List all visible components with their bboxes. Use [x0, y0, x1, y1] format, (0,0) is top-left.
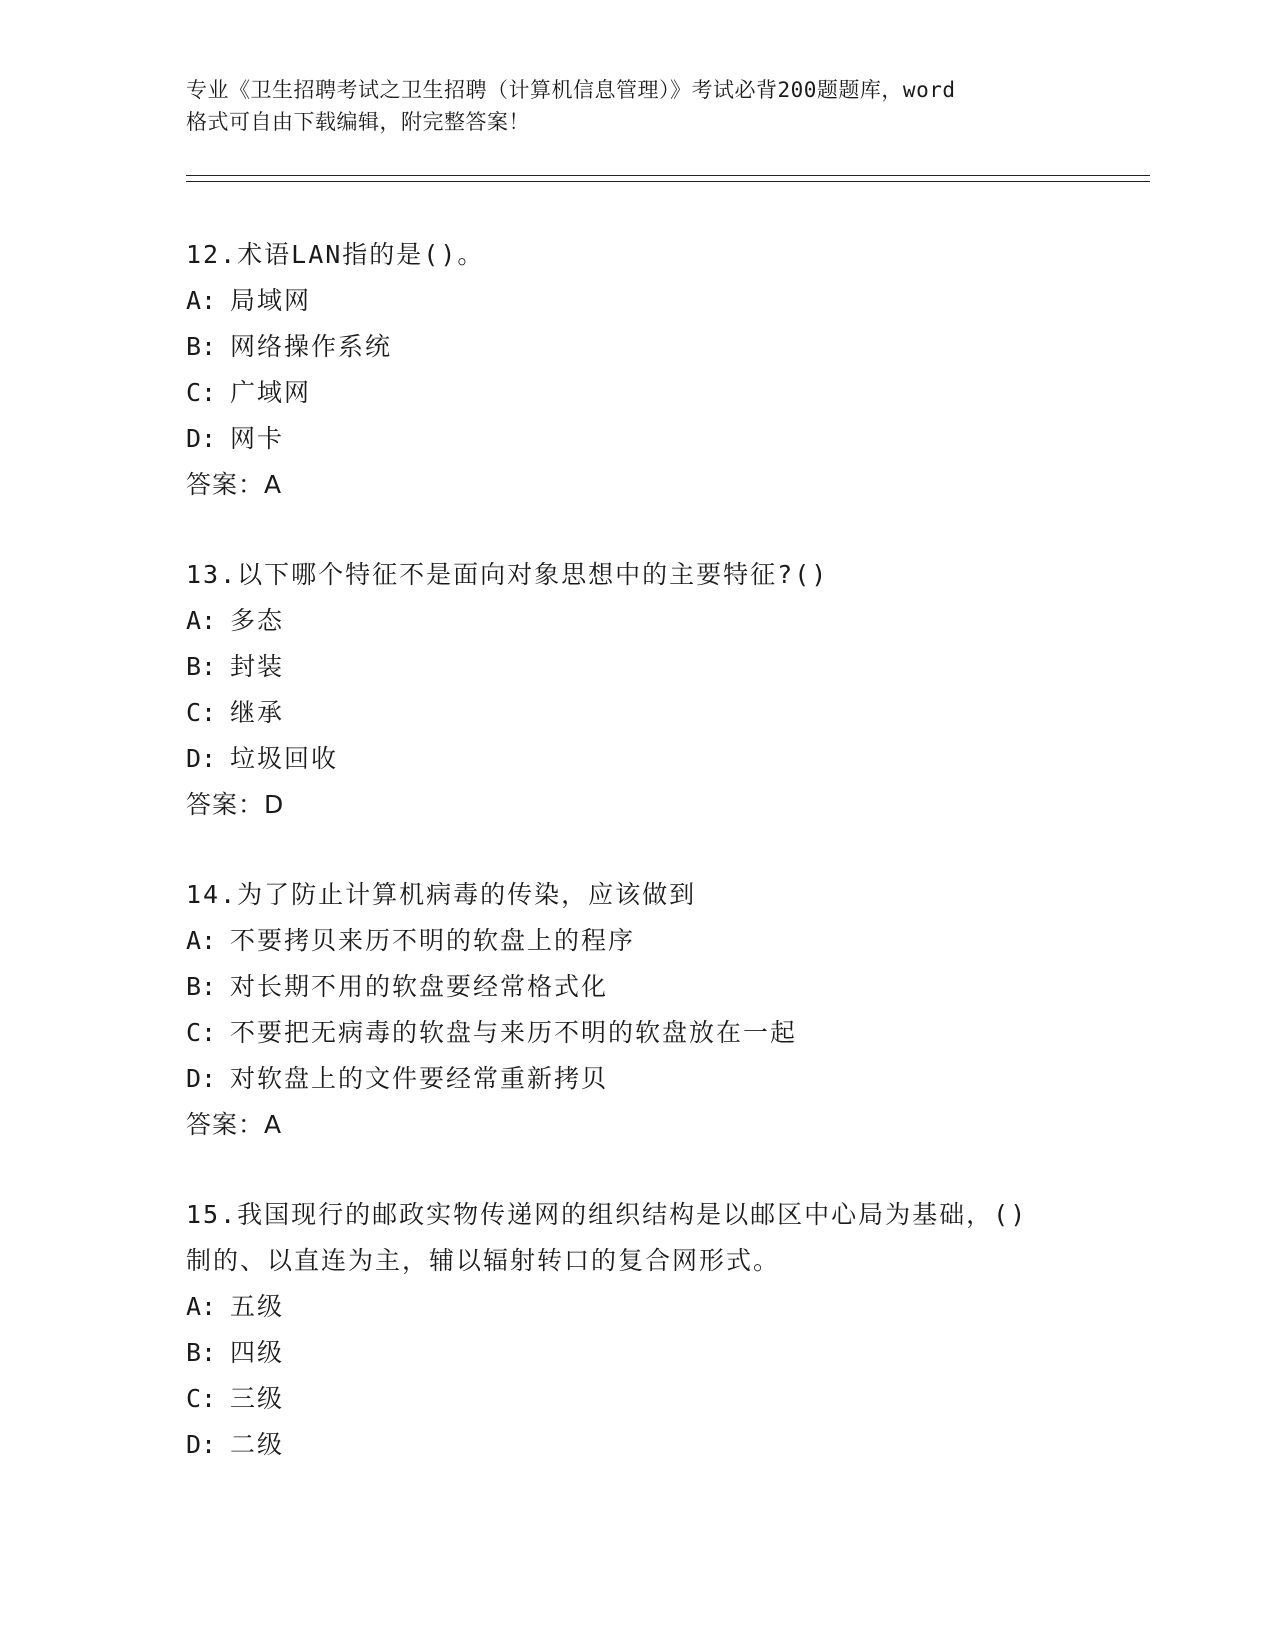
option-letter: B: — [186, 652, 217, 681]
option-text: 广域网 — [230, 378, 312, 407]
option-d — [186, 736, 1106, 782]
question-12 — [186, 232, 1106, 508]
question-stem: 12.术语LAN指的是()。 — [186, 240, 485, 269]
option-letter: B: — [186, 1338, 217, 1367]
option-a — [186, 278, 1106, 324]
option-text: 网络操作系统 — [230, 332, 393, 361]
option-text: 对软盘上的文件要经常重新拷贝 — [230, 1064, 609, 1093]
question-15 — [186, 1192, 1106, 1468]
option-letter: D: — [186, 744, 217, 773]
option-letter: C: — [186, 698, 217, 727]
document-header — [186, 74, 1106, 138]
option-text: 局域网 — [230, 286, 312, 315]
question-14 — [186, 872, 1106, 1148]
option-letter: A: — [186, 286, 217, 315]
option-text: 封装 — [230, 652, 285, 681]
option-a — [186, 1284, 1106, 1330]
option-letter: A: — [186, 606, 217, 635]
question-stem-line-2: 制的、以直连为主，辅以辐射转口的复合网形式。 — [186, 1246, 781, 1275]
option-b — [186, 964, 1106, 1010]
option-letter: B: — [186, 332, 217, 361]
answer: 答案：A — [186, 470, 283, 499]
option-text: 二级 — [230, 1430, 285, 1459]
option-a — [186, 598, 1106, 644]
option-letter: D: — [186, 424, 217, 453]
option-letter: C: — [186, 1384, 217, 1413]
header-line-1: 专业《卫生招聘考试之卫生招聘（计算机信息管理）》考试必背200题题库，word — [186, 78, 956, 102]
option-letter: A: — [186, 926, 217, 955]
option-text: 垃圾回收 — [230, 744, 339, 773]
option-text: 继承 — [230, 698, 285, 727]
header-divider-top — [186, 175, 1150, 176]
option-d — [186, 1422, 1106, 1468]
option-text: 对长期不用的软盘要经常格式化 — [230, 972, 609, 1001]
option-b — [186, 1330, 1106, 1376]
header-divider-bottom — [186, 181, 1150, 182]
option-text: 五级 — [230, 1292, 285, 1321]
option-c — [186, 1376, 1106, 1422]
option-a — [186, 918, 1106, 964]
option-text: 网卡 — [230, 424, 285, 453]
option-letter: C: — [186, 378, 217, 407]
option-text: 三级 — [230, 1384, 285, 1413]
option-d — [186, 416, 1106, 462]
option-letter: B: — [186, 972, 217, 1001]
question-stem: 13.以下哪个特征不是面向对象思想中的主要特征?() — [186, 560, 829, 589]
option-c — [186, 1010, 1106, 1056]
option-c — [186, 370, 1106, 416]
option-letter: D: — [186, 1430, 217, 1459]
option-letter: C: — [186, 1018, 217, 1047]
answer: 答案：A — [186, 1110, 283, 1139]
option-letter: A: — [186, 1292, 217, 1321]
option-letter: D: — [186, 1064, 217, 1093]
option-c — [186, 690, 1106, 736]
option-b — [186, 644, 1106, 690]
question-13 — [186, 552, 1106, 828]
option-text: 不要把无病毒的软盘与来历不明的软盘放在一起 — [230, 1018, 798, 1047]
answer: 答案：D — [186, 790, 285, 819]
option-text: 四级 — [230, 1338, 285, 1367]
option-b — [186, 324, 1106, 370]
question-stem: 14.为了防止计算机病毒的传染，应该做到 — [186, 880, 697, 909]
option-d — [186, 1056, 1106, 1102]
question-stem-line-1: 15.我国现行的邮政实物传递网的组织结构是以邮区中心局为基础，() — [186, 1200, 1028, 1229]
option-text: 多态 — [230, 606, 285, 635]
option-text: 不要拷贝来历不明的软盘上的程序 — [230, 926, 636, 955]
header-line-2: 格式可自由下载编辑，附完整答案！ — [186, 110, 530, 134]
